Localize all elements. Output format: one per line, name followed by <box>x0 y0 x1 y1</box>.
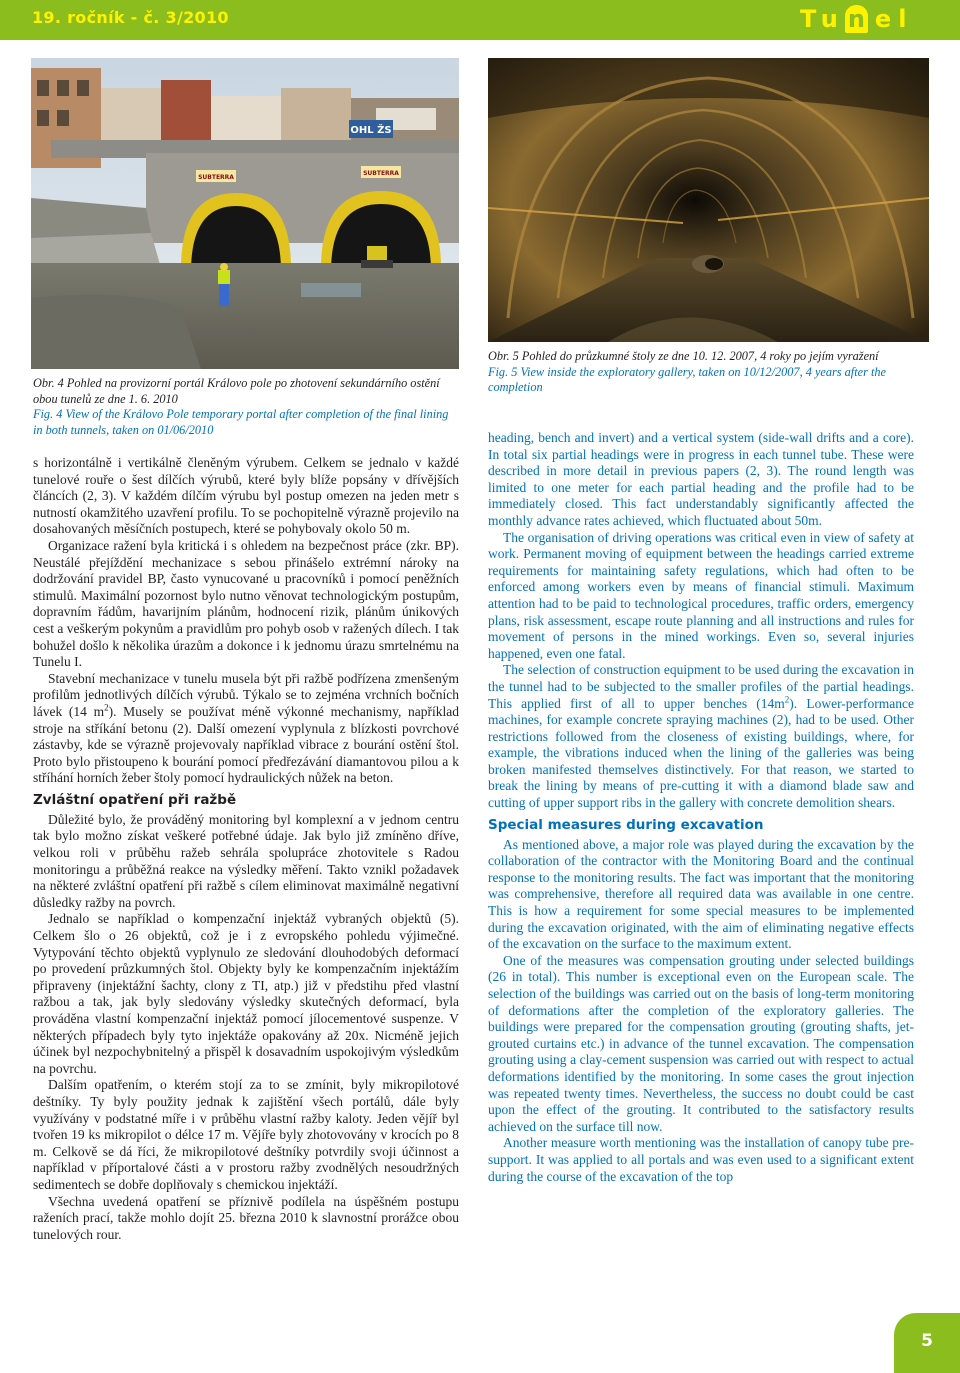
english-paragraph: As mentioned above, a major role was played during the excavation by the collaboration of the contractor with the Monitoring Board and the continual response to the monitoring results. The fact was important that the monitoring was comprehensive, therefore all required data was available in one centre. This is how a requirement for some special measures to be implemented during the excavation originated, with the aim of eliminating negative effects of the excavation on the surface to the maximum extent. <box>488 836 914 952</box>
subterra-sign-right: SUBTERRA <box>363 170 399 177</box>
portal-photo <box>31 58 459 369</box>
figure4-caption-czech: Obr. 4 Pohled na provizorní portál Královo pole po zhotovení sekundárního ostění obou tunelů ze dne 1. 6. 2010 <box>33 376 440 406</box>
gallery-photo <box>488 58 929 342</box>
logo-text-end: el <box>874 5 914 33</box>
figure4-caption-english: Fig. 4 View of the Královo Pole temporary portal after completion of the final lining in both tunnels, taken on 01/06/2010 <box>33 407 449 437</box>
page-number-tab <box>894 1313 960 1373</box>
czech-paragraph: s horizontálně i vertikálně členěným výrubem. Celkem se jednalo v každé tunelové rouře o šest dílčích výrubů, které byly blíže popsány v dřívějších článcích (2, 3). V každém dílčím výrubu byl postup omezen na jeden metr s nutností okamžitého uzavření profilu. To se pochopitelně výrazně projevilo na dosahovaných měsíčních postupech, které se pohybovaly okolo 50 m. <box>33 455 459 537</box>
english-paragraph: The organisation of driving operations was critical even in view of safety at work. Permanent moving of equipment between the headings carried extreme requirements for maintaining safety regulations, which had often to be enforced among workers even by means of financial stimuli. Maximum attention had to be paid to technological procedures, traffic orders, emergency plans, risk assessment, escape route planning and all instructions and rules for movement of persons in the mined workings. Even so, several injuries happened, even one fatal. <box>488 529 914 661</box>
english-paragraph: Another measure worth mentioning was the installation of canopy tube pre-support. It was applied to all portals and was even used to a significant extent during the course of the excavation of the top <box>488 1135 914 1184</box>
issue-label: 19. ročník - č. 3/2010 <box>32 8 229 27</box>
logo-text-start: Tu <box>800 5 845 33</box>
czech-paragraph: Organizace ražení byla kritická i s ohledem na bezpečnost práce (zkr. BP). Neustálé přejíždění mechanizace s sebou přinášelo extrémní nároky na dodržování pravidel BP, často vynucované u pracovníků i pomocí peněžních stimulů. Maximální pozornost bylo nutno věnovat technologickým postupům, dopravním řádům, havarijním plánům, hodnocení rizik, plánům únikových cest a veškerým pokynům a pravidlům pro pohyb osob v ražených dílech. I tak bohužel došlo k několika úrazům a dokonce i k jednomu úrazu smrtelnému na Tunelu I. <box>33 537 459 670</box>
english-section-heading: Special measures during excavation <box>488 816 764 833</box>
header-band <box>0 0 960 40</box>
superscript: 2 <box>784 694 790 704</box>
english-paragraph: heading, bench and invert) and a vertical system (side-wall drifts and a core). In total six partial headings were in progress in each tunnel tube. These were described in more detail in previous papers (2, 3). The round length was limited to one meter for each partial heading and the profile had to be immediately closed. This fact understandably significantly affected the monthly advance rates achieved, which fluctuated about 50m. <box>488 430 914 528</box>
gallery-illustration <box>488 58 929 342</box>
figure5-caption-czech: Obr. 5 Pohled do průzkumné štoly ze dne 10. 12. 2007, 4 roky po jejím vyražení <box>488 349 879 363</box>
czech-text: Stavební mechanizace v tunelu musela být při ražbě podřízena zmenšeným profilům jednotlivých dílčích výrubů. Týkalo se to zejména vrchních bočních lávek (14 m <box>33 670 459 719</box>
czech-section-heading: Zvláštní opatření při ražbě <box>33 791 237 808</box>
czech-paragraph: Jednalo se například o kompenzační injektáž vybraných objektů (5). Celkem šlo o 26 objektů, což je i z evropského pohledu výjimečné. Vytypování těchto objektů vyplynulo ze sledování dlouhodobých deformací po provedení průzkumných štol. Objekty byly ke kompenzačním injektážím připraveny (injektážní šachty, clony z TI, atp.) již v předstihu před vlastní ražbou a tak, jak byly sledovány výsledky skutečných deformací, byla prováděna vlastní kompenzační injektáž pomocí jílocementové suspenze. V některých případech byly tyto injektáže opakovány až 20x. Nicméně jejich účinek byl nezpochybnitelný a přispěl k dosavadním uspokojivým výsledkům na povrchu. <box>33 911 459 1076</box>
czech-column <box>33 455 459 1243</box>
ohl-zs-label: OHL ŽS <box>350 125 392 136</box>
english-text: The selection of construction equipment to be used during the excavation in the tunnel had to be subjected to the smaller profiles of the partial headings. This applied first of all to upper benches (14m <box>488 662 914 711</box>
english-paragraph <box>488 662 914 811</box>
english-column <box>488 430 914 1185</box>
figure4-caption <box>33 376 459 438</box>
czech-paragraph: Dalším opatřením, o kterém stojí za to se zmínit, byly mikropilotové deštníky. Ty byly použity jednak k zajištění všech portálů, dále byly využívány v podstatné míře i v průběhu vlastní ražby kaloty. Jeden vějíř byl tvořen 19 ks mikropilot o délce 17 m. Vějíře byly zhotovovány v krocích po 8 m. Celkově se dá říci, že mikropilotové deštníky potvrdily svoji účinnost a například v příportalové části a v prostoru ražby zvodnělých nesoudržných sedimentech se dobře doplňovaly s chemickou injektáží. <box>33 1077 459 1192</box>
logo-tunnel-letter: n <box>845 5 868 33</box>
page-number: 5 <box>921 1331 933 1351</box>
superscript: 2 <box>104 702 109 713</box>
czech-paragraph: Všechna uvedená opatření se příznivě podílela na úspěšném postupu raženích prací, takže mohlo dojít 25. března 2010 k slavnostní prorážce obou tunelových rour. <box>33 1193 459 1242</box>
czech-text: ). Musely se používat méně výkonné mechanismy, například stroje na stříkání betonu (2). Další omezení vyplynula z blízkosti povrchové zástavby, kde se výrazně projevovaly například vibrace z bourání ostění štol. Proto bylo přistoupeno k bourání pomocí předřezávání diamantovou pilou a k stříhání horních žeber štoly pomocí hydraulických nůžek na beton. <box>33 703 460 786</box>
figure5-caption-english: Fig. 5 View inside the exploratory gallery, taken on 10/12/2007, 4 years after the completion <box>488 364 886 395</box>
subterra-sign-left: SUBTERRA <box>198 174 234 181</box>
tunel-logo <box>800 5 913 33</box>
figure5-caption <box>488 349 929 396</box>
excavator <box>367 246 387 262</box>
czech-paragraph: Důležité bylo, že prováděný monitoring byl komplexní a v jednom centru tak bylo možno získat veškeré potřebné údaje. Jak bylo již zmíněno dříve, velkou roli v průběhu ražeb sehrála spolupráce zhotovitele s Radou monitoringu a průběžná reakce na výsledky měření. Takto vznikl požadavek na některé zvláštní opatření při ražbě s cílem eliminovat maximálně negativní důsledky ražby na povrch. <box>33 811 459 910</box>
czech-paragraph <box>33 671 459 787</box>
portal-illustration <box>31 58 459 369</box>
english-paragraph: One of the measures was compensation grouting under selected buildings (26 in total). This number is exceptional even on the European scale. The selection of the buildings was carried out on the basis of long-term monitoring of deformations after the completion of the exploratory galleries. The buildings were prepared for the compensation grouting (grouting shafts, jet-grouted curtains etc.) in advance of the tunnel excavation. The compensation grouting using a clay-cement suspension was carried out with respect to actual deformations identified by the monitoring. In some cases the grout injection was repeated twenty times. Nevertheless, the success no doubt could be cast upon the effect of the grouting. It contributed to the satisfactory results achieved on the surface till now. <box>488 952 914 1134</box>
english-text: ). Lower-performance machines, for example concrete spraying machines (2), had to be used. Other restrictions followed from the closeness of existing buildings, where, for example, the vibrations induced when the lining of the galleries was being broken manifested themselves distinctively. For that reason, we started to break the lining by means of pre-cutting it with a diamond blade saw and cutting of upper support ribs in the gallery with concrete demolition shears. <box>488 695 914 811</box>
